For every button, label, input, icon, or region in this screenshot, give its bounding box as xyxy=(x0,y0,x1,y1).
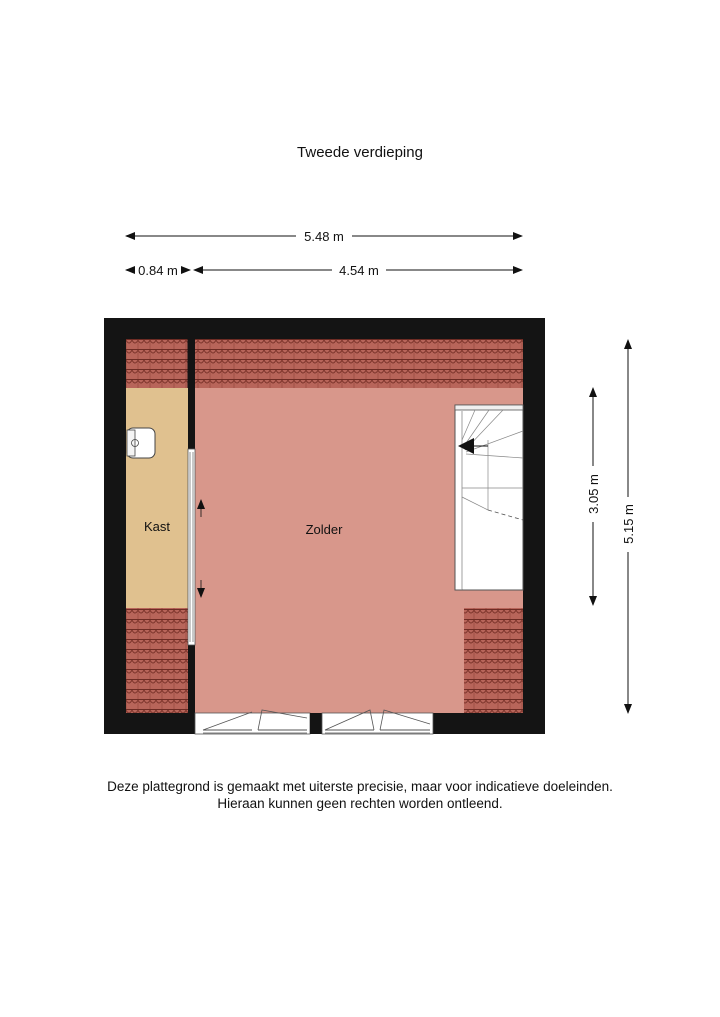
dimension-right-width xyxy=(194,263,522,278)
dimension-total-depth-label: 5.15 m xyxy=(621,504,636,544)
plan-title: Tweede verdieping xyxy=(297,144,423,161)
dimension-stair-depth-label: 3.05 m xyxy=(586,474,601,514)
interior-wall-lower xyxy=(188,645,195,713)
window-right xyxy=(322,710,433,734)
kast-floor xyxy=(126,388,188,608)
dimension-left-width xyxy=(126,263,190,278)
toilet-icon xyxy=(127,428,155,458)
staircase xyxy=(455,405,523,590)
roof-tiles-bottom-right xyxy=(464,608,523,713)
roof-tiles-top xyxy=(126,339,523,388)
room-label-zolder: Zolder xyxy=(305,522,343,537)
disclaimer xyxy=(0,778,720,812)
wall-pillar xyxy=(310,713,322,734)
dimension-right-width-label: 4.54 m xyxy=(339,263,379,278)
disclaimer-line-1: Deze plattegrond is gemaakt met uiterste precisie, maar voor indicatieve doeleinden. xyxy=(107,779,613,794)
room-label-kast: Kast xyxy=(143,519,171,534)
dimension-left-width-label: 0.84 m xyxy=(138,263,178,278)
dimension-total-depth xyxy=(621,340,636,713)
dimension-stair-depth xyxy=(586,388,601,605)
dimension-total-width xyxy=(126,229,522,244)
dimension-total-width-label: 5.48 m xyxy=(304,229,344,244)
window-left xyxy=(195,710,310,734)
disclaimer-line-2: Hieraan kunnen geen rechten worden ontleend. xyxy=(217,796,503,811)
roof-tiles-bottom-left xyxy=(126,608,188,713)
interior-wall-upper xyxy=(188,339,195,449)
